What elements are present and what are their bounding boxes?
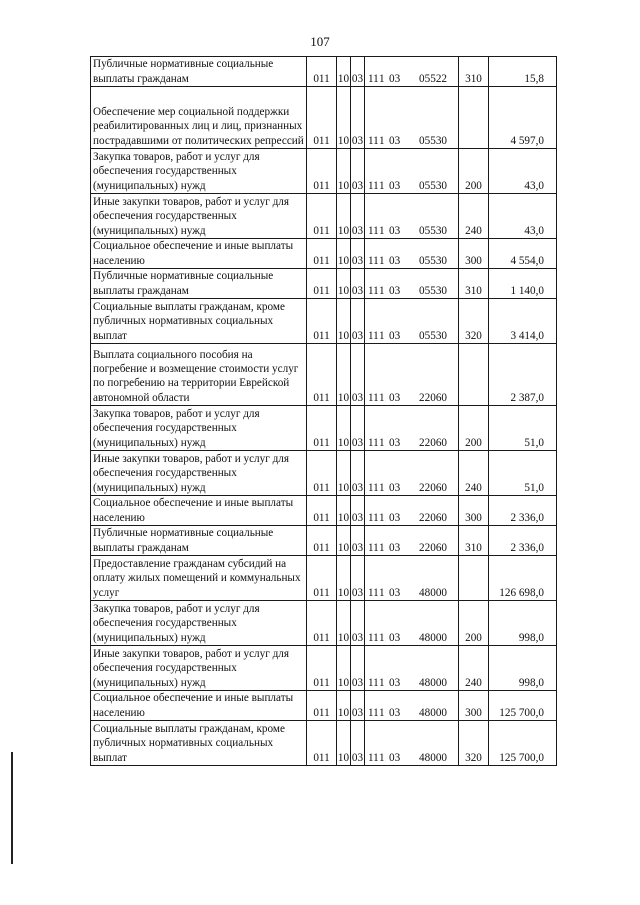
ministry-code: 011	[307, 526, 337, 556]
article-part: 03	[389, 481, 401, 494]
section-code: 10	[337, 149, 351, 194]
article-part: 11	[368, 329, 379, 342]
section-code: 10	[337, 299, 351, 344]
subsection-code: 03	[351, 344, 365, 406]
article-part: 1	[379, 511, 385, 524]
article-part: 48000	[419, 631, 447, 644]
ministry-code: 011	[307, 239, 337, 269]
row-name: Социальное обеспечение и иные выплаты населению	[91, 691, 307, 721]
row-name: Обеспечение мер социальной поддержки реабилитированных лиц и лиц, признанных пострадавшими от политических репрессий	[91, 87, 307, 149]
table-row	[91, 299, 557, 344]
amount: 2 336,0	[489, 526, 557, 556]
target-article-code	[365, 406, 459, 451]
article-part: 48000	[419, 706, 447, 719]
article-part: 03	[389, 284, 401, 297]
subsection-code: 03	[351, 269, 365, 299]
expense-type-code: 320	[459, 721, 489, 766]
section-code: 10	[337, 646, 351, 691]
row-name: Закупка товаров, работ и услуг для обеспечения государственных (муниципальных) нужд	[91, 406, 307, 451]
article-part: 05530	[419, 134, 447, 147]
expense-type-code: 240	[459, 646, 489, 691]
target-article-code	[365, 496, 459, 526]
expense-type-code: 200	[459, 601, 489, 646]
target-article-code	[365, 344, 459, 406]
article-part: 11	[368, 436, 379, 449]
article-part: 03	[389, 134, 401, 147]
amount: 125 700,0	[489, 691, 557, 721]
article-part: 22060	[419, 436, 447, 449]
article-part: 48000	[419, 586, 447, 599]
section-code: 10	[337, 451, 351, 496]
expense-type-code: 310	[459, 269, 489, 299]
article-part: 48000	[419, 751, 447, 764]
amount: 4 597,0	[489, 87, 557, 149]
target-article-code	[365, 239, 459, 269]
target-article-code	[365, 57, 459, 87]
article-part: 1	[379, 436, 385, 449]
expense-type-code	[459, 556, 489, 601]
article-part: 11	[368, 391, 379, 404]
ministry-code: 011	[307, 646, 337, 691]
article-part: 1	[379, 391, 385, 404]
article-part: 1	[379, 631, 385, 644]
article-part: 11	[368, 224, 379, 237]
ministry-code: 011	[307, 721, 337, 766]
table-row	[91, 57, 557, 87]
article-part: 1	[379, 224, 385, 237]
expense-type-code: 240	[459, 451, 489, 496]
article-part: 1	[379, 481, 385, 494]
article-part: 22060	[419, 511, 447, 524]
article-part: 1	[379, 706, 385, 719]
article-part: 11	[368, 72, 379, 85]
amount: 2 387,0	[489, 344, 557, 406]
article-part: 05530	[419, 179, 447, 192]
table-row	[91, 646, 557, 691]
subsection-code: 03	[351, 691, 365, 721]
table-row	[91, 269, 557, 299]
article-part: 03	[389, 391, 401, 404]
article-part: 1	[379, 179, 385, 192]
article-part: 1	[379, 541, 385, 554]
section-code: 10	[337, 87, 351, 149]
row-name: Социальное обеспечение и иные выплаты населению	[91, 239, 307, 269]
table-row	[91, 406, 557, 451]
subsection-code: 03	[351, 451, 365, 496]
subsection-code: 03	[351, 239, 365, 269]
article-part: 1	[379, 676, 385, 689]
table-body	[91, 57, 557, 766]
table-row	[91, 691, 557, 721]
ministry-code: 011	[307, 194, 337, 239]
article-part: 03	[389, 706, 401, 719]
row-name: Социальные выплаты гражданам, кроме публичных нормативных социальных выплат	[91, 721, 307, 766]
subsection-code: 03	[351, 149, 365, 194]
article-part: 05530	[419, 254, 447, 267]
article-part: 03	[389, 541, 401, 554]
section-code: 10	[337, 57, 351, 87]
amount: 51,0	[489, 451, 557, 496]
section-code: 10	[337, 691, 351, 721]
amount: 43,0	[489, 194, 557, 239]
article-part: 1	[379, 254, 385, 267]
target-article-code	[365, 691, 459, 721]
article-part: 11	[368, 541, 379, 554]
table-row	[91, 496, 557, 526]
expense-type-code: 240	[459, 194, 489, 239]
expense-type-code: 320	[459, 299, 489, 344]
article-part: 05530	[419, 224, 447, 237]
expense-type-code: 300	[459, 496, 489, 526]
row-name: Публичные нормативные социальные выплаты гражданам	[91, 526, 307, 556]
row-name: Социальные выплаты гражданам, кроме публичных нормативных социальных выплат	[91, 299, 307, 344]
article-part: 22060	[419, 541, 447, 554]
article-part: 22060	[419, 481, 447, 494]
article-part: 11	[368, 631, 379, 644]
amount: 51,0	[489, 406, 557, 451]
budget-table	[90, 56, 557, 766]
article-part: 03	[389, 179, 401, 192]
ministry-code: 011	[307, 496, 337, 526]
subsection-code: 03	[351, 57, 365, 87]
row-name: Иные закупки товаров, работ и услуг для обеспечения государственных (муниципальных) нужд	[91, 646, 307, 691]
subsection-code: 03	[351, 601, 365, 646]
expense-type-code: 200	[459, 149, 489, 194]
ministry-code: 011	[307, 269, 337, 299]
section-code: 10	[337, 526, 351, 556]
expense-type-code: 310	[459, 526, 489, 556]
section-code: 10	[337, 556, 351, 601]
article-part: 05530	[419, 284, 447, 297]
table-row	[91, 526, 557, 556]
ministry-code: 011	[307, 691, 337, 721]
target-article-code	[365, 601, 459, 646]
article-part: 1	[379, 586, 385, 599]
target-article-code	[365, 451, 459, 496]
article-part: 05522	[419, 72, 447, 85]
row-name: Социальное обеспечение и иные выплаты населению	[91, 496, 307, 526]
article-part: 11	[368, 254, 379, 267]
article-part: 1	[379, 751, 385, 764]
article-part: 03	[389, 631, 401, 644]
subsection-code: 03	[351, 194, 365, 239]
row-name: Иные закупки товаров, работ и услуг для обеспечения государственных (муниципальных) нужд	[91, 451, 307, 496]
amount: 4 554,0	[489, 239, 557, 269]
article-part: 11	[368, 179, 379, 192]
table-row	[91, 87, 557, 149]
amount: 2 336,0	[489, 496, 557, 526]
ministry-code: 011	[307, 87, 337, 149]
subsection-code: 03	[351, 646, 365, 691]
subsection-code: 03	[351, 299, 365, 344]
target-article-code	[365, 556, 459, 601]
article-part: 11	[368, 706, 379, 719]
amount: 1 140,0	[489, 269, 557, 299]
section-code: 10	[337, 344, 351, 406]
table-row	[91, 344, 557, 406]
article-part: 11	[368, 481, 379, 494]
article-part: 03	[389, 72, 401, 85]
article-part: 1	[379, 284, 385, 297]
article-part: 1	[379, 72, 385, 85]
table-row	[91, 451, 557, 496]
expense-type-code: 310	[459, 57, 489, 87]
expense-type-code: 300	[459, 239, 489, 269]
subsection-code: 03	[351, 556, 365, 601]
article-part: 11	[368, 134, 379, 147]
ministry-code: 011	[307, 601, 337, 646]
row-name: Публичные нормативные социальные выплаты гражданам	[91, 57, 307, 87]
table-row	[91, 149, 557, 194]
article-part: 11	[368, 586, 379, 599]
margin-line	[11, 752, 13, 864]
target-article-code	[365, 299, 459, 344]
target-article-code	[365, 149, 459, 194]
section-code: 10	[337, 194, 351, 239]
row-name: Предоставление гражданам субсидий на оплату жилых помещений и коммунальных услуг	[91, 556, 307, 601]
article-part: 03	[389, 751, 401, 764]
subsection-code: 03	[351, 526, 365, 556]
article-part: 1	[379, 134, 385, 147]
amount: 998,0	[489, 601, 557, 646]
table-row	[91, 601, 557, 646]
subsection-code: 03	[351, 496, 365, 526]
article-part: 11	[368, 751, 379, 764]
subsection-code: 03	[351, 721, 365, 766]
section-code: 10	[337, 496, 351, 526]
section-code: 10	[337, 239, 351, 269]
section-code: 10	[337, 406, 351, 451]
article-part: 03	[389, 511, 401, 524]
article-part: 1	[379, 329, 385, 342]
amount: 998,0	[489, 646, 557, 691]
ministry-code: 011	[307, 406, 337, 451]
article-part: 22060	[419, 391, 447, 404]
table-row	[91, 194, 557, 239]
row-name: Иные закупки товаров, работ и услуг для обеспечения государственных (муниципальных) нужд	[91, 194, 307, 239]
target-article-code	[365, 87, 459, 149]
article-part: 05530	[419, 329, 447, 342]
target-article-code	[365, 526, 459, 556]
ministry-code: 011	[307, 149, 337, 194]
article-part: 11	[368, 676, 379, 689]
amount: 3 414,0	[489, 299, 557, 344]
row-name: Закупка товаров, работ и услуг для обеспечения государственных (муниципальных) нужд	[91, 149, 307, 194]
article-part: 03	[389, 224, 401, 237]
ministry-code: 011	[307, 451, 337, 496]
ministry-code: 011	[307, 299, 337, 344]
article-part: 11	[368, 511, 379, 524]
page-number: 107	[310, 34, 330, 49]
ministry-code: 011	[307, 556, 337, 601]
expense-type-code	[459, 344, 489, 406]
amount: 43,0	[489, 149, 557, 194]
subsection-code: 03	[351, 406, 365, 451]
subsection-code: 03	[351, 87, 365, 149]
expense-type-code: 300	[459, 691, 489, 721]
section-code: 10	[337, 601, 351, 646]
table-row	[91, 721, 557, 766]
article-part: 03	[389, 436, 401, 449]
article-part: 03	[389, 254, 401, 267]
article-part: 03	[389, 329, 401, 342]
ministry-code: 011	[307, 344, 337, 406]
section-code: 10	[337, 269, 351, 299]
amount: 15,8	[489, 57, 557, 87]
article-part: 11	[368, 284, 379, 297]
amount: 125 700,0	[489, 721, 557, 766]
article-part: 03	[389, 586, 401, 599]
table-row	[91, 239, 557, 269]
article-part: 48000	[419, 676, 447, 689]
target-article-code	[365, 269, 459, 299]
expense-type-code: 200	[459, 406, 489, 451]
target-article-code	[365, 721, 459, 766]
target-article-code	[365, 194, 459, 239]
expense-type-code	[459, 87, 489, 149]
row-name: Выплата социального пособия на погребение и возмещение стоимости услуг по погребению на территории Еврейской автономной области	[91, 344, 307, 406]
row-name: Публичные нормативные социальные выплаты гражданам	[91, 269, 307, 299]
target-article-code	[365, 646, 459, 691]
article-part: 03	[389, 676, 401, 689]
amount: 126 698,0	[489, 556, 557, 601]
ministry-code: 011	[307, 57, 337, 87]
section-code: 10	[337, 721, 351, 766]
table-row	[91, 556, 557, 601]
row-name: Закупка товаров, работ и услуг для обеспечения государственных (муниципальных) нужд	[91, 601, 307, 646]
